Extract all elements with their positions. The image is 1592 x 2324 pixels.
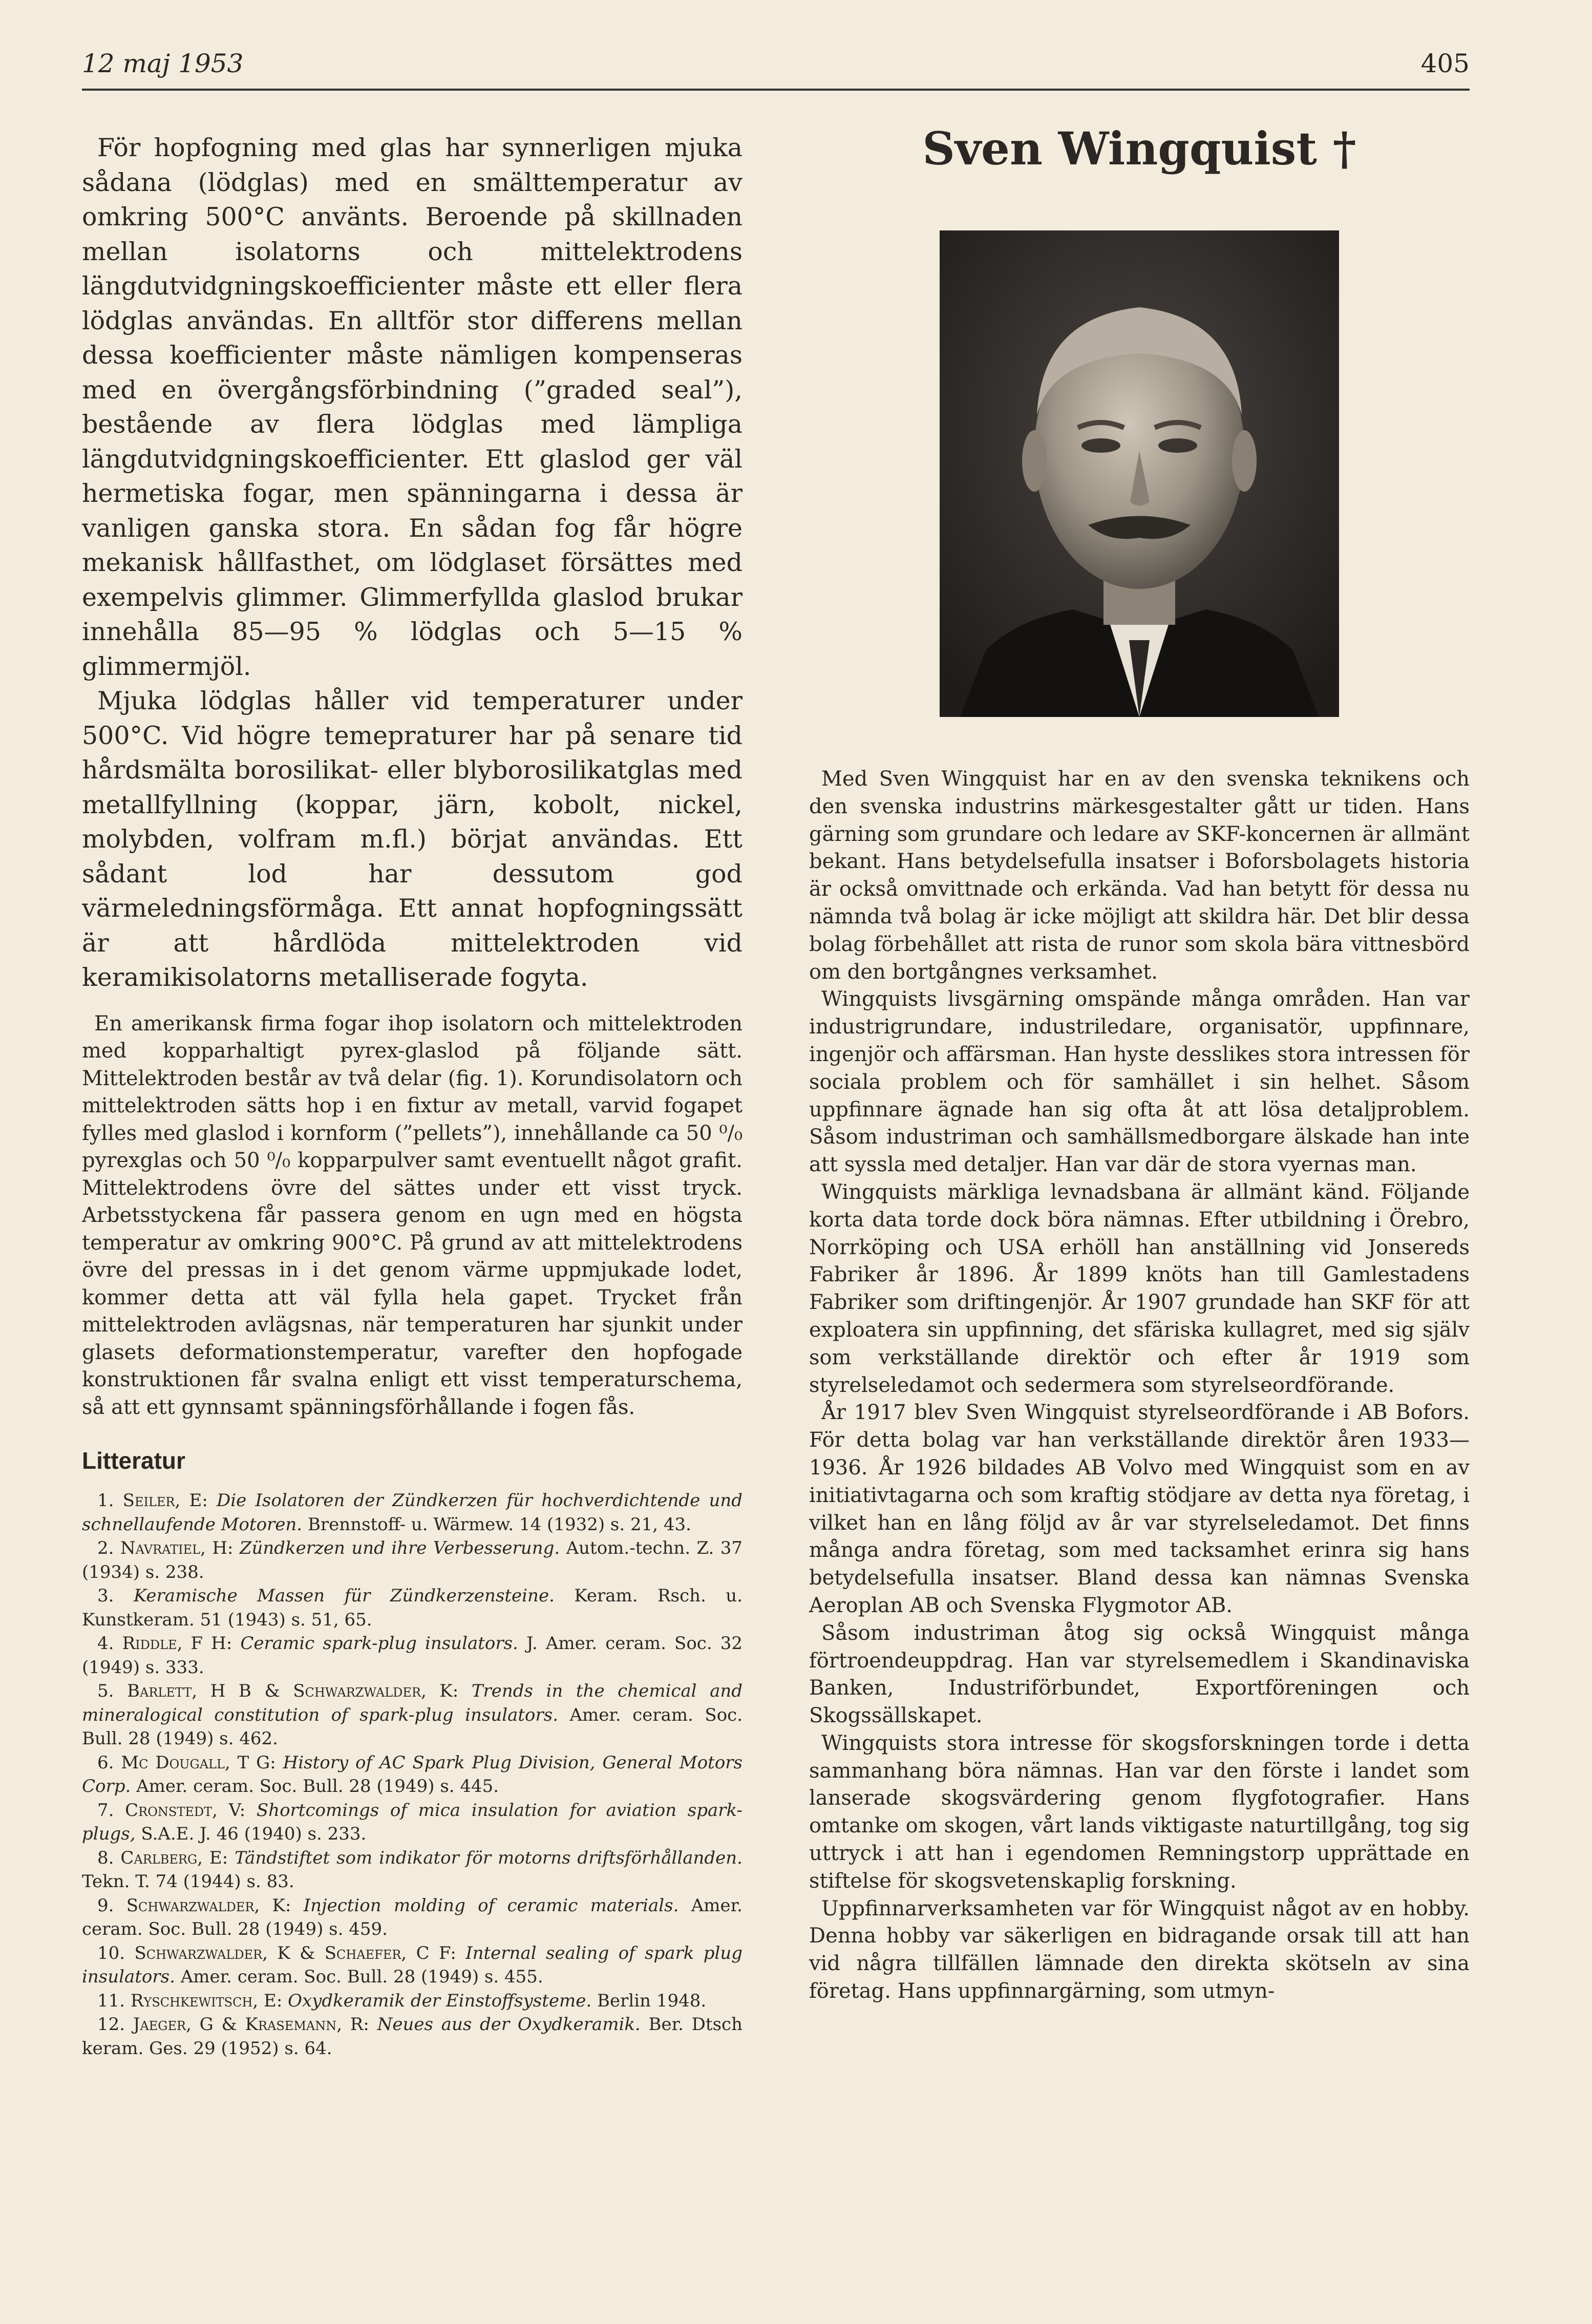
obituary-title: Sven Wingquist † xyxy=(922,122,1356,175)
reference-author: Mc Dougall, T G: xyxy=(121,1752,276,1773)
reference-item xyxy=(82,1489,742,1536)
reference-source: Keram. Rsch. u. Kunstkeram. 51 (1943) s. 51, 65. xyxy=(82,1586,743,1630)
reference-author: Cronstedt, V: xyxy=(125,1800,246,1821)
reference-title: Tändstiftet som indikator för motorns driftsförhållanden. xyxy=(235,1847,742,1868)
reference-title: Die Isolatoren der Zündkerzen für hochverdichtende und schnellaufende Motoren. xyxy=(82,1490,742,1535)
reference-number: 3. xyxy=(97,1586,114,1606)
reference-title: Oxydkeramik der Einstoffsysteme. xyxy=(288,1990,592,2011)
reference-source: Autom.-techn. Z. 37 (1934) s. 238. xyxy=(82,1538,743,1582)
reference-item xyxy=(82,1751,742,1799)
reference-item xyxy=(82,1584,742,1632)
reference-title: Neues aus der Oxydkeramik. xyxy=(377,2014,641,2035)
reference-number: 5. xyxy=(97,1681,114,1701)
reference-number: 12. xyxy=(97,2014,125,2035)
right-column xyxy=(809,118,1470,2005)
reference-title: Shortcomings of mica insulation for aviation spark-plugs, xyxy=(82,1800,742,1844)
paragraph: Mjuka lödglas håller vid temperaturer under 500°C. Vid högre temepraturer har på senare tid hårdsmälta borosilikat- eller blyborosilikatglas med metallfyllning (koppar, järn, kobolt, nickel, molybden, volfram m.fl.) börjat användas. Ett sådant lod har dessutom god värmeledningsförmåga. Ett annat hopfogningssätt är att hårdlöda mittelektroden vid keramikisolatorns metalliserade fogyta. xyxy=(82,686,742,992)
paragraph: Wingquists stora intresse för skogsforskningen torde i detta sammanhang böra nämnas. Han var den förste i landet som lanserade skogsvärdering genom flygfotografier. Hans omtanke om skogen, vårt lands viktigaste naturtillgång, tog sig uttryck i att han i egendomen Remningstorp upprättade en stiftelse för skogsvetenskaplig forskning. xyxy=(809,1731,1470,1893)
reference-number: 1. xyxy=(97,1490,114,1511)
reference-title: Trends in the chemical and mineralogical constitution of spark-plug insulators. xyxy=(82,1681,743,1725)
reference-item xyxy=(82,1846,742,1894)
reference-item xyxy=(82,1632,742,1679)
reference-author: Schwarzwalder, K & Schaefer, C F: xyxy=(134,1942,456,1963)
issue-date: 12 maj 1953 xyxy=(82,49,244,78)
reference-title: Internal sealing of spark plug insulators. xyxy=(82,1942,743,1987)
reference-source: Amer. ceram. Soc. Bull. 28 (1949) s. 459. xyxy=(82,1895,742,1939)
reference-number: 2. xyxy=(97,1538,114,1558)
reference-item xyxy=(82,1799,742,1846)
reference-source: Brennstoff- u. Wärmew. 14 (1932) s. 21, 43. xyxy=(307,1514,691,1535)
reference-item xyxy=(82,1989,742,2013)
reference-number: 10. xyxy=(97,1942,125,1963)
reference-author: Schwarzwalder, K: xyxy=(126,1895,291,1916)
literature-heading: Litteratur xyxy=(82,1447,185,1474)
reference-author: Seiler, E: xyxy=(122,1490,208,1511)
reference-item xyxy=(82,1536,742,1584)
paragraph: Såsom industriman åtog sig också Wingquist många förtroendeuppdrag. Han var styrelsemedlem i Skandinaviska Banken, Industriförbundet, Exportföreningen och Skogssällskapet. xyxy=(809,1621,1470,1728)
reference-number: 4. xyxy=(97,1633,114,1654)
reference-author: Ryschkewitsch, E: xyxy=(130,1990,283,2011)
reference-source: Tekn. T. 74 (1944) s. 83. xyxy=(82,1871,294,1892)
header-rule xyxy=(82,89,1470,91)
reference-item xyxy=(82,1894,742,1941)
reference-source: Amer. ceram. Soc. Bull. 28 (1949) s. 455. xyxy=(180,1967,543,1987)
reference-author: Jaeger, G & Krasemann, R: xyxy=(133,2014,369,2035)
reference-title: Injection molding of ceramic materials. xyxy=(303,1895,679,1916)
detail-text xyxy=(82,1010,742,1422)
reference-source: Amer. ceram. Soc. Bull. 28 (1949) s. 462. xyxy=(82,1704,743,1749)
reference-title: Zündkerzen und ihre Verbesserung. xyxy=(239,1538,560,1558)
main-text xyxy=(82,131,742,995)
paragraph: Wingquists livsgärning omspände många områden. Han var industrigrundare, industriledare, organisatör, uppfinnare, ingenjör och affärsman. Han hyste desslikes stora intressen för sociala problem och för samhället i sin helhet. Såsom uppfinnare ägnade han sig ofta åt att lösa detaljproblem. Såsom industriman och samhällsmedborgare älskade han inte att syssla med detaljer. Han var där de stora vyernas man. xyxy=(809,987,1470,1177)
paragraph: Med Sven Wingquist har en av den svenska teknikens och den svenska industrins märkesgestalter gått ur tiden. Hans gärning som grundare och ledare av SKF-koncernen är allmänt bekant. Hans betydelsefulla insatser i Boforsbolagets historia är också omvittnade och erkända. Vad han betytt för dessa nu nämnda två bolag är icke möjligt att skildra här. Det blir dessa bolag förbehållet att rista de runor som skola bära vittnesbörd om den bortgångnes verksamhet. xyxy=(809,767,1470,984)
reference-source: S.A.E. J. 46 (1940) s. 233. xyxy=(141,1824,367,1844)
reference-number: 8. xyxy=(97,1847,114,1868)
reference-item xyxy=(82,2013,742,2060)
reference-source: Amer. ceram. Soc. Bull. 28 (1949) s. 445. xyxy=(136,1776,499,1797)
page-header xyxy=(82,49,1470,92)
paragraph: Wingquists märkliga levnadsbana är allmänt känd. Följande korta data torde dock böra nämnas. Efter utbildning i Örebro, Norrköping och USA erhöll han anställning vid Jonsereds Fabriker år 1896. År 1899 knöts han till Gamlestadens Fabriker som driftingenjör. År 1907 grundade han SKF för att exploatera sin uppfinning, det sfäriska kullagret, med sig själv som verkställande direktör och efter år 1919 som styrelseledamot och sedermera som styrelseordförande. xyxy=(809,1180,1470,1397)
reference-source: Ber. Dtsch keram. Ges. 29 (1952) s. 64. xyxy=(82,2014,742,2059)
reference-author: Riddle, F H: xyxy=(122,1633,232,1654)
reference-title: History of AC Spark Plug Division, General Motors Corp. xyxy=(82,1752,742,1797)
paragraph: En amerikansk firma fogar ihop isolatorn och mittelektroden med kopparhaltigt pyrex-glaslod på följande sätt. Mittelektroden består av två delar (fig. 1). Korundisolatorn och mittelektroden sätts hop i en fixtur av metall, varvid fogapet fylles med glaslod i kornform (”pellets”), innehållande ca 50 ⁰/₀ pyrexglas och 50 ⁰/₀ kopparpulver samt eventuellt något grafit. Mittelektrodens övre del sättes under ett visst tryck. Arbetsstyckena får passera genom en ugn med en högsta temperatur av omkring 900°C. På grund av att mittelektrodens övre del pressas in i det genom värme uppmjukade lodet, kommer detta att väl fylla hela gapet. Trycket från mittelektroden avlägsnas, när temperaturen har sjunkit under glasets deformationstemperatur, varefter den hopfogade konstruktionen får svalna enligt ett visst temperaturschema, så att ett gynnsamt spänningsförhållande i fogen fås. xyxy=(82,1011,742,1419)
reference-author: Carlberg, E: xyxy=(120,1847,228,1868)
reference-author: Barlett, H B & Schwarzwalder, K: xyxy=(127,1681,459,1701)
left-column xyxy=(82,131,742,2060)
paragraph: Uppfinnarverksamheten var för Wingquist något av en hobby. Denna hobby var säkerligen en bidragande orsak till att han vid några tillfällen lämnade den direkta skötseln av sina företag. Hans uppfinnargärning, som utmyn- xyxy=(809,1896,1470,2003)
reference-item xyxy=(82,1941,742,1989)
reference-number: 6. xyxy=(97,1752,114,1773)
reference-item xyxy=(82,1679,742,1751)
portrait-image xyxy=(940,230,1339,717)
reference-source: Berlin 1948. xyxy=(597,1990,707,2011)
reference-author: Navratiel, H: xyxy=(120,1538,234,1558)
reference-title: Ceramic spark-plug insulators. xyxy=(240,1633,518,1654)
reference-title: Keramische Massen für Zündkerzensteine. xyxy=(133,1586,555,1606)
page-number: 405 xyxy=(1420,49,1470,78)
paragraph: För hopfogning med glas har synnerligen mjuka sådana (lödglas) med en smälttemperatur av omkring 500°C använts. Beroende på skillnaden mellan isolatorns och mittelektrodens längdutvidgningskoefficienter måste ett eller flera lödglas användas. En alltför stor differens mellan dessa koefficienter måste nämligen kompenseras med en övergångsförbindning (”graded seal”), bestående av flera lödglas med lämpliga längdutvidgningskoefficienter. Ett glaslod ger väl hermetiska fogar, men spänningarna i dessa är vanligen ganska stora. En sådan fog får högre mekanisk hållfasthet, om lödglaset försättes med exempelvis glimmer. Glimmerfyllda glaslod brukar innehålla 85—95 % lödglas och 5—15 % glimmermjöl. xyxy=(82,133,742,681)
reference-number: 11. xyxy=(97,1990,125,2011)
reference-source: J. Amer. ceram. Soc. 32 (1949) s. 333. xyxy=(82,1633,743,1678)
portrait-photo xyxy=(940,230,1339,717)
reference-list xyxy=(82,1489,742,2060)
paragraph: År 1917 blev Sven Wingquist styrelseordförande i AB Bofors. För detta bolag var han verkställande direktör åren 1933—1936. År 1926 bildades AB Volvo med Wingquist som en av initiativtagarna och som kraftig stödjare av detta nya företag, i vilket han en lång följd av år var styrelseledamot. Det finns många andra företag, som med tacksamhet erinra sig hans betydelsefulla insatser. Bland dessa kan nämnas Svenska Aeroplan AB och Svenska Flygmotor AB. xyxy=(809,1401,1470,1617)
reference-number: 9. xyxy=(97,1895,114,1916)
reference-number: 7. xyxy=(97,1800,114,1821)
obituary-text xyxy=(809,766,1470,2005)
